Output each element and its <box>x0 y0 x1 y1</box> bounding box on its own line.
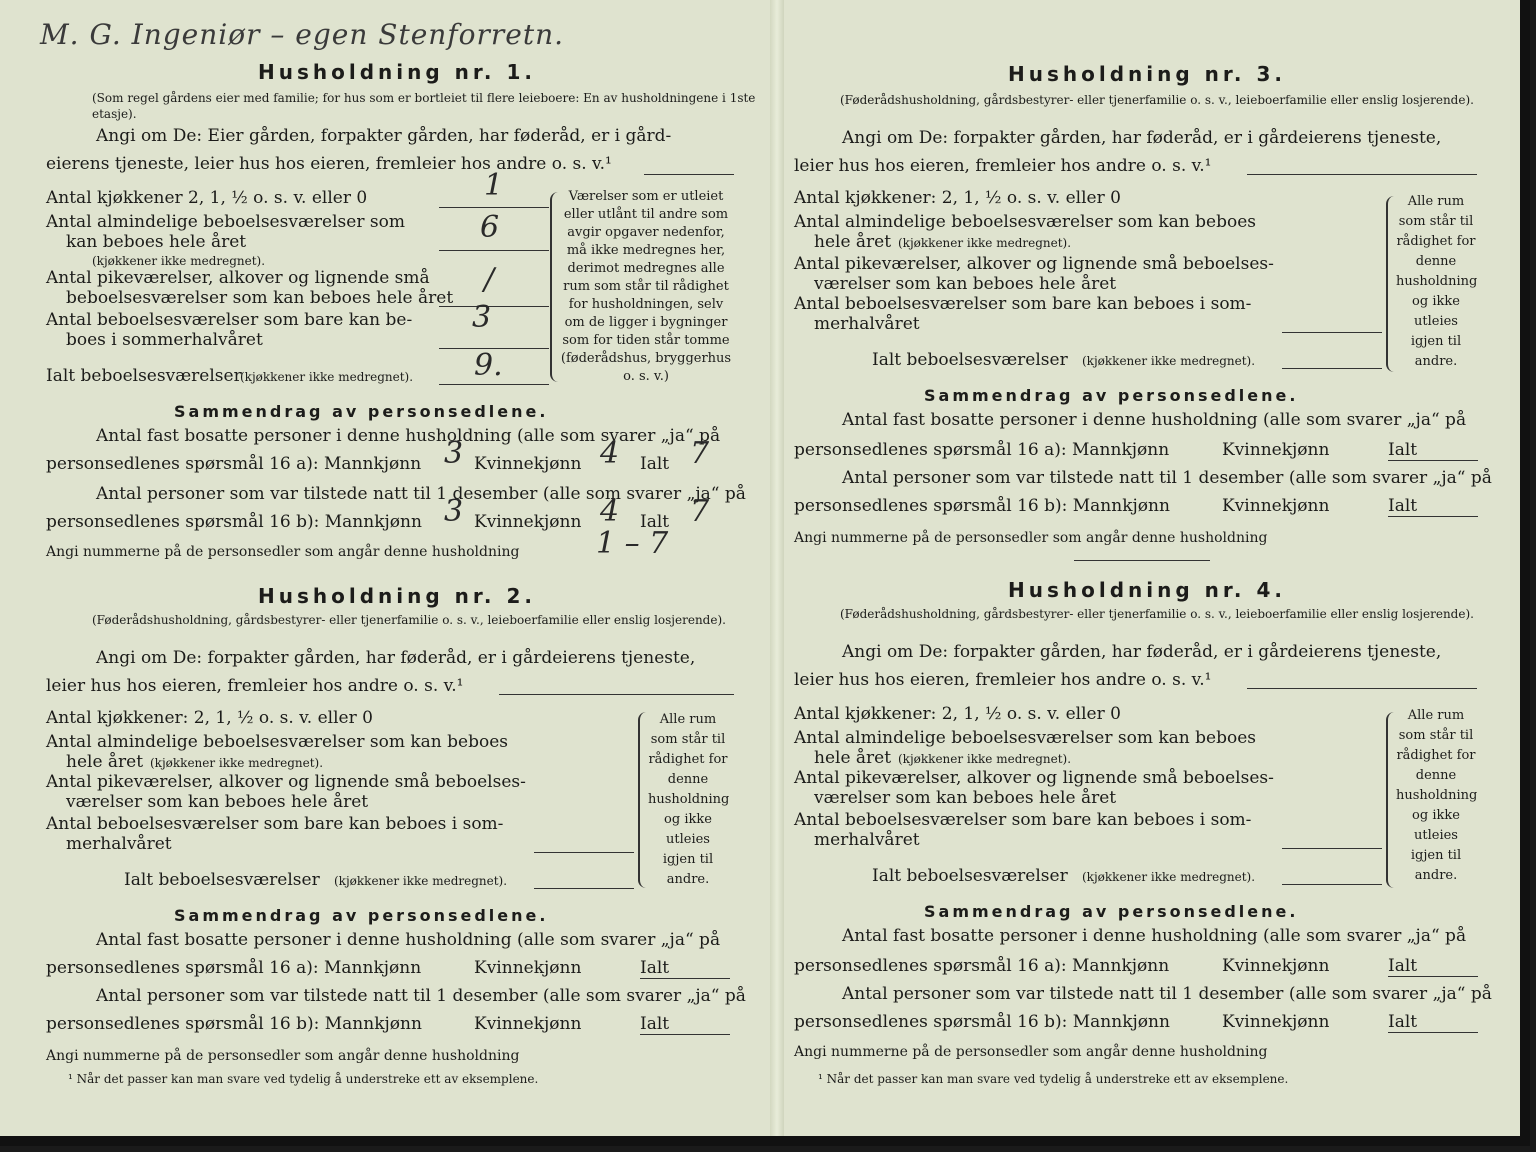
footnote: ¹ Når det passer kan man svare ved tydelig å understreke ett av eksemplene. <box>68 1072 539 1086</box>
hw-s1-total: 7 <box>690 436 710 471</box>
female-label: Kvinnekjønn <box>1222 440 1330 460</box>
summer-rooms-label-2: merhalvåret <box>66 834 172 854</box>
maid-rooms-label: Antal pikeværelser, alkover og lignende små beboelses- <box>794 768 1274 788</box>
maid-rooms-label: Antal pikeværelser, alkover og lignende små <box>46 268 430 288</box>
kitchens-label: Antal kjøkkener 2, 1, ½ o. s. v. eller 0 <box>46 188 368 208</box>
hw-s1-male: 3 <box>444 436 464 471</box>
ialt-label: Ialt <box>1388 956 1418 976</box>
ordinary-rooms-label-2: hele året <box>814 748 892 768</box>
ordinary-rooms-label: Antal almindelige beboelsesværelser som kan beboes <box>794 212 1256 232</box>
maid-rooms-label-2: værelser som kan beboes hele året <box>814 788 1117 808</box>
total-rooms-note: (kjøkkener ikke medregnet). <box>1082 354 1256 368</box>
total-rooms-label: Ialt beboelsesværelser <box>872 866 1068 886</box>
ordinary-rooms-note: (kjøkkener ikke medregnet). <box>92 254 266 268</box>
kitchens-label: Antal kjøkkener: 2, 1, ½ o. s. v. eller 0 <box>794 188 1121 208</box>
angi-line-1: Angi om De: forpakter gården, har føderåd, er i gårdeierens tjeneste, <box>96 648 696 668</box>
hw-ordinary: 6 <box>480 210 500 245</box>
summary-line-1b: personsedlenes spørsmål 16 a): Mannkjønn <box>46 454 422 474</box>
female-label: Kvinnekjønn <box>1222 956 1330 976</box>
summary-line-2a: Antal personer som var tilstede natt til 1 desember (alle som svarer „ja“ på <box>842 984 1492 1004</box>
total-rooms-note: (kjøkkener ikke medregnet). <box>334 874 508 888</box>
ordinary-rooms-label: Antal almindelige beboelsesværelser som <box>46 212 405 232</box>
side-note: Alle rum som står til rådighet for denne husholdning og ikke utleies igjen til andre. <box>1396 194 1478 369</box>
summary-line-2b: personsedlenes spørsmål 16 b): Mannkjønn <box>794 1012 1170 1032</box>
hw-kitchens: 1 <box>484 168 504 203</box>
summary-line-1b: personsedlenes spørsmål 16 a): Mannkjønn <box>46 958 422 978</box>
hw-numbers: 1 – 7 <box>596 526 669 561</box>
ordinary-rooms-label-2: hele året <box>66 752 144 772</box>
summary-line-1b: personsedlenes spørsmål 16 a): Mannkjønn <box>794 956 1170 976</box>
hw-s2-total: 7 <box>690 494 710 529</box>
numbers-label: Angi nummerne på de personsedler som angår denne husholdning <box>46 544 520 560</box>
household-intro: (Føderådshusholdning, gårdsbestyrer- eller tjenerfamilie o. s. v., leieboerfamilie eller enslig losjerende). <box>840 93 1474 107</box>
household-title: Husholdning nr. 1. <box>258 60 536 84</box>
hw-maid: / <box>484 262 495 297</box>
maid-rooms-label-2: beboelsesværelser som kan beboes hele året <box>66 288 454 308</box>
hw-summer: 3 <box>472 300 492 335</box>
household-intro: (Føderådshusholdning, gårdsbestyrer- eller tjenerfamilie o. s. v., leieboerfamilie eller enslig losjerende). <box>92 613 726 627</box>
summary-line-2b: personsedlenes spørsmål 16 b): Mannkjønn <box>46 1014 422 1034</box>
side-brace <box>1386 712 1396 888</box>
ordinary-rooms-note: (kjøkkener ikke medregnet). <box>898 236 1072 250</box>
angi-line-1: Angi om De: Eier gården, forpakter gården, har føderåd, er i gård- <box>96 126 672 146</box>
summer-rooms-label: Antal beboelsesværelser som bare kan beboes i som- <box>794 294 1252 314</box>
ordinary-rooms-label-2: kan beboes hele året <box>66 232 247 252</box>
numbers-label: Angi nummerne på de personsedler som angår denne husholdning <box>794 1044 1268 1060</box>
summary-line-1a: Antal fast bosatte personer i denne husholdning (alle som svarer „ja“ på <box>96 930 721 950</box>
ialt-label-2: Ialt <box>640 1014 670 1034</box>
ialt-label-2: Ialt <box>1388 496 1418 516</box>
summary-line-1a: Antal fast bosatte personer i denne husholdning (alle som svarer „ja“ på <box>842 410 1467 430</box>
summary-line-1a: Antal fast bosatte personer i denne husholdning (alle som svarer „ja“ på <box>96 426 721 446</box>
summary-line-1a: Antal fast bosatte personer i denne husholdning (alle som svarer „ja“ på <box>842 926 1467 946</box>
ordinary-rooms-label: Antal almindelige beboelsesværelser som kan beboes <box>794 728 1256 748</box>
household-intro: (Føderådshusholdning, gårdsbestyrer- eller tjenerfamilie o. s. v., leieboerfamilie eller enslig losjerende). <box>840 607 1474 621</box>
side-note: Værelser som er utleiet eller utlånt til andre som avgir opgaver nedenfor, må ikke medregnes her, derimot medregnes alle rum som står til rådighet for husholdningen, selv om de ligger i bygninger som for tiden står tomme (føderådshus, bryggerhus o. s. v.) <box>560 189 732 384</box>
female-label-2: Kvinnekjønn <box>1222 1012 1330 1032</box>
numbers-label: Angi nummerne på de personsedler som angår denne husholdning <box>794 530 1268 546</box>
female-label-2: Kvinnekjønn <box>474 1014 582 1034</box>
summary-line-2a: Antal personer som var tilstede natt til 1 desember (alle som svarer „ja“ på <box>96 986 746 1006</box>
summer-rooms-label-2: merhalvåret <box>814 830 920 850</box>
side-brace <box>1386 196 1396 372</box>
ialt-label: Ialt <box>1388 440 1418 460</box>
ordinary-rooms-note: (kjøkkener ikke medregnet). <box>898 752 1072 766</box>
summer-rooms-label: Antal beboelsesværelser som bare kan be- <box>46 310 413 330</box>
summary-line-2b: personsedlenes spørsmål 16 b): Mannkjønn <box>46 512 422 532</box>
angi-line-1: Angi om De: forpakter gården, har føderåd, er i gårdeierens tjeneste, <box>842 642 1442 662</box>
ordinary-rooms-label: Antal almindelige beboelsesværelser som kan beboes <box>46 732 508 752</box>
numbers-label: Angi nummerne på de personsedler som angår denne husholdning <box>46 1048 520 1064</box>
maid-rooms-label: Antal pikeværelser, alkover og lignende små beboelses- <box>46 772 526 792</box>
summary-title: Sammendrag av personsedlene. <box>174 906 549 925</box>
female-label: Kvinnekjønn <box>474 958 582 978</box>
household-title: Husholdning nr. 2. <box>258 584 536 608</box>
hw-s2-male: 3 <box>444 494 464 529</box>
total-rooms-note: (kjøkkener ikke medregnet). <box>1082 870 1256 884</box>
page-fold <box>770 0 784 1136</box>
kitchens-label: Antal kjøkkener: 2, 1, ½ o. s. v. eller 0 <box>46 708 373 728</box>
summary-title: Sammendrag av personsedlene. <box>924 902 1299 921</box>
summary-title: Sammendrag av personsedlene. <box>924 386 1299 405</box>
summary-line-2b: personsedlenes spørsmål 16 b): Mannkjønn <box>794 496 1170 516</box>
summary-line-2a: Antal personer som var tilstede natt til 1 desember (alle som svarer „ja“ på <box>96 484 746 504</box>
ialt-label-2: Ialt <box>1388 1012 1418 1032</box>
ialt-label: Ialt <box>640 454 670 474</box>
summer-rooms-label-2: merhalvåret <box>814 314 920 334</box>
household-title: Husholdning nr. 3. <box>1008 62 1286 86</box>
total-rooms-label: Ialt beboelsesværelser <box>46 366 242 386</box>
summer-rooms-label: Antal beboelsesværelser som bare kan beboes i som- <box>794 810 1252 830</box>
summer-rooms-label-2: boes i sommerhalvåret <box>66 330 263 350</box>
total-rooms-label: Ialt beboelsesværelser <box>872 350 1068 370</box>
angi-line-2: leier hus hos eieren, fremleier hos andre o. s. v.¹ <box>794 670 1212 690</box>
household-intro: (Som regel gårdens eier med familie; for hus som er bortleiet til flere leieboere: En av husholdningene i 1ste etasje). <box>92 91 756 121</box>
angi-line-2: leier hus hos eieren, fremleier hos andre o. s. v.¹ <box>46 676 464 696</box>
hw-s2-female: 4 <box>600 494 620 529</box>
side-brace <box>638 712 648 888</box>
hw-total: 9. <box>474 348 503 383</box>
side-note: Alle rum som står til rådighet for denne husholdning og ikke utleies igjen til andre. <box>1396 708 1478 883</box>
household-title: Husholdning nr. 4. <box>1008 578 1286 602</box>
summary-line-2a: Antal personer som var tilstede natt til 1 desember (alle som svarer „ja“ på <box>842 468 1492 488</box>
female-label-2: Kvinnekjønn <box>474 512 582 532</box>
side-note: Alle rum som står til rådighet for denne husholdning og ikke utleies igjen til andre. <box>648 712 730 887</box>
hw-s1-female: 4 <box>600 436 620 471</box>
ialt-label-2: Ialt <box>640 512 670 532</box>
total-rooms-label: Ialt beboelsesværelser <box>124 870 320 890</box>
maid-rooms-label-2: værelser som kan beboes hele året <box>66 792 369 812</box>
female-label-2: Kvinnekjønn <box>1222 496 1330 516</box>
summer-rooms-label: Antal beboelsesværelser som bare kan beboes i som- <box>46 814 504 834</box>
ialt-label: Ialt <box>640 958 670 978</box>
summary-line-1b: personsedlenes spørsmål 16 a): Mannkjønn <box>794 440 1170 460</box>
footnote: ¹ Når det passer kan man svare ved tydelig å understreke ett av eksemplene. <box>818 1072 1289 1086</box>
kitchens-label: Antal kjøkkener: 2, 1, ½ o. s. v. eller 0 <box>794 704 1121 724</box>
maid-rooms-label-2: værelser som kan beboes hele året <box>814 274 1117 294</box>
ordinary-rooms-note: (kjøkkener ikke medregnet). <box>150 756 324 770</box>
angi-line-1: Angi om De: forpakter gården, har føderåd, er i gårdeierens tjeneste, <box>842 128 1442 148</box>
female-label: Kvinnekjønn <box>474 454 582 474</box>
maid-rooms-label: Antal pikeværelser, alkover og lignende små beboelses- <box>794 254 1274 274</box>
handwritten-header: M. G. Ingeniør – egen Stenforretn. <box>40 18 565 51</box>
angi-line-2: eierens tjeneste, leier hus hos eieren, fremleier hos andre o. s. v.¹ <box>46 154 612 174</box>
ordinary-rooms-label-2: hele året <box>814 232 892 252</box>
total-rooms-note: (kjøkkener ikke medregnet). <box>240 370 414 384</box>
angi-line-2: leier hus hos eieren, fremleier hos andre o. s. v.¹ <box>794 156 1212 176</box>
summary-title: Sammendrag av personsedlene. <box>174 402 549 421</box>
